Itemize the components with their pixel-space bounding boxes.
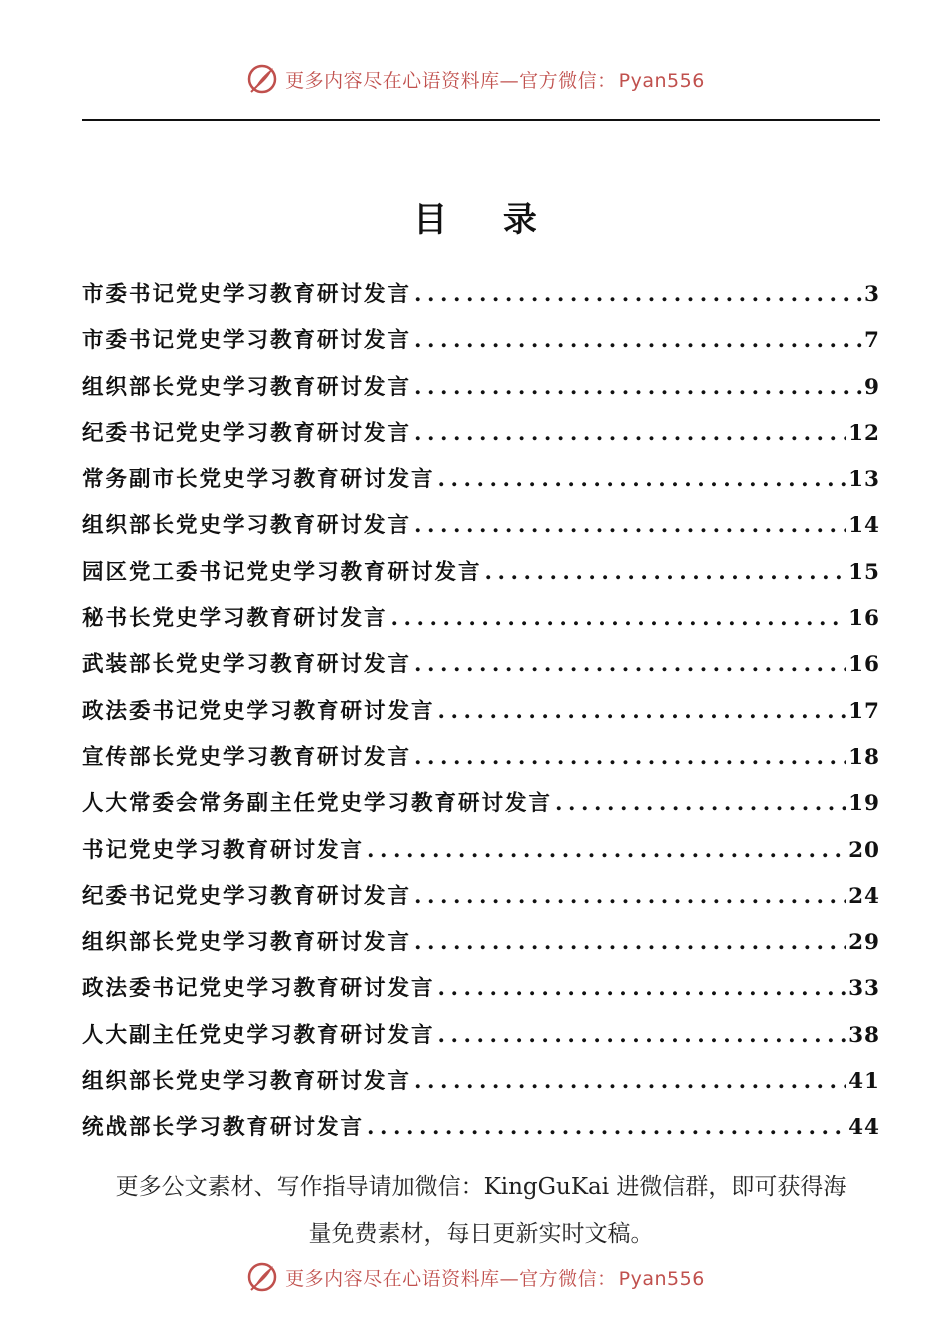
toc-entry[interactable] xyxy=(82,874,880,920)
toc-entry-label: 政法委书记党史学习教育研讨发言 xyxy=(82,698,435,724)
toc-entry[interactable] xyxy=(82,596,880,642)
toc-entry-page: 13 xyxy=(848,467,880,493)
toc-entry-page: 12 xyxy=(848,420,880,446)
toc-entry-page: 38 xyxy=(848,1022,880,1048)
toc-dot-leader xyxy=(388,596,847,642)
watermark-text: 更多内容尽在心语资料库—官方微信： Pyan556 xyxy=(285,1267,705,1290)
toc-entry-label: 市委书记党史学习教育研讨发言 xyxy=(82,282,412,307)
toc-entry[interactable] xyxy=(82,457,880,503)
feather-logo-icon xyxy=(245,62,279,96)
toc-entry-page: 17 xyxy=(848,698,880,724)
toc-entry-page: 44 xyxy=(848,1115,880,1141)
toc-dot-leader xyxy=(435,966,847,1012)
toc-entry-page: 20 xyxy=(848,837,880,863)
toc-entry-label: 纪委书记党史学习教育研讨发言 xyxy=(82,420,412,446)
footer-note-line-2: 量免费素材，每日更新实时文稿。 xyxy=(308,1221,654,1247)
toc-dot-leader xyxy=(435,689,847,735)
footer-watermark xyxy=(0,1260,950,1294)
toc-entry[interactable] xyxy=(82,828,880,874)
toc-dot-leader xyxy=(411,503,846,549)
toc-dot-leader xyxy=(482,550,847,596)
toc-entry-label: 统战部长学习教育研讨发言 xyxy=(82,1115,365,1141)
toc-entry[interactable] xyxy=(82,411,880,457)
toc-entry-page: 15 xyxy=(848,559,880,585)
toc-entry-page: 29 xyxy=(848,930,880,956)
toc-dot-leader xyxy=(411,920,846,966)
toc-entry[interactable] xyxy=(82,272,880,318)
toc-entry[interactable] xyxy=(82,781,880,827)
footer-note-line-1: 更多公文素材、写作指导请加微信：KingGuKai 进微信群，即可获得海 xyxy=(115,1174,847,1200)
toc-entry[interactable] xyxy=(82,1105,880,1151)
footer-note xyxy=(82,1164,880,1258)
toc-entry[interactable] xyxy=(82,318,880,364)
toc-dot-leader xyxy=(552,781,846,827)
toc-entry-label: 书记党史学习教育研讨发言 xyxy=(82,837,365,863)
toc-entry-page: 24 xyxy=(848,883,880,909)
toc-entry[interactable] xyxy=(82,735,880,781)
toc-dot-leader xyxy=(411,411,846,457)
toc-entry-page: 16 xyxy=(848,652,880,678)
toc-entry-page: 41 xyxy=(848,1069,880,1095)
toc-entry[interactable] xyxy=(82,503,880,549)
watermark-text: 更多内容尽在心语资料库—官方微信： Pyan556 xyxy=(285,69,705,92)
toc-dot-leader xyxy=(411,318,862,364)
toc-entry-label: 市委书记党史学习教育研讨发言 xyxy=(82,328,412,354)
toc-entry[interactable] xyxy=(82,966,880,1012)
toc-entry-label: 组织部长党史学习教育研讨发言 xyxy=(82,930,412,956)
toc-dot-leader xyxy=(364,828,846,874)
toc-entry-page: 33 xyxy=(848,976,880,1002)
toc-entry[interactable] xyxy=(82,550,880,596)
toc-entry[interactable] xyxy=(82,920,880,966)
toc-dot-leader xyxy=(364,1105,846,1151)
toc-dot-leader xyxy=(411,272,862,318)
toc-entry-label: 常务副市长党史学习教育研讨发言 xyxy=(82,467,435,493)
toc-entry-label: 武装部长党史学习教育研讨发言 xyxy=(82,652,412,678)
toc-entry-page: 7 xyxy=(864,328,880,354)
toc-entry-label: 政法委书记党史学习教育研讨发言 xyxy=(82,976,435,1002)
toc-dot-leader xyxy=(411,735,846,781)
toc-entry[interactable] xyxy=(82,365,880,411)
table-of-contents xyxy=(82,272,880,1152)
toc-entry-label: 人大常委会常务副主任党史学习教育研讨发言 xyxy=(82,791,553,817)
toc-entry-label: 组织部长党史学习教育研讨发言 xyxy=(82,374,412,400)
toc-entry[interactable] xyxy=(82,689,880,735)
toc-entry-page: 18 xyxy=(848,744,880,770)
toc-dot-leader xyxy=(411,642,846,688)
toc-entry-page: 3 xyxy=(864,282,880,307)
toc-dot-leader xyxy=(411,365,862,411)
toc-entry-label: 园区党工委书记党史学习教育研讨发言 xyxy=(82,559,482,585)
header-rule xyxy=(82,119,880,121)
toc-entry-label: 纪委书记党史学习教育研讨发言 xyxy=(82,883,412,909)
toc-entry-page: 19 xyxy=(848,791,880,817)
page-title: 目 录 xyxy=(413,200,559,240)
feather-logo-icon xyxy=(245,1260,279,1294)
toc-entry[interactable] xyxy=(82,1013,880,1059)
toc-entry-page: 9 xyxy=(864,374,880,400)
toc-dot-leader xyxy=(435,457,847,503)
toc-dot-leader xyxy=(411,1059,846,1105)
toc-entry[interactable] xyxy=(82,642,880,688)
toc-entry-page: 16 xyxy=(848,606,880,632)
toc-entry-label: 人大副主任党史学习教育研讨发言 xyxy=(82,1022,435,1048)
toc-entry-label: 组织部长党史学习教育研讨发言 xyxy=(82,1069,412,1095)
toc-entry-page: 14 xyxy=(848,513,880,539)
toc-entry[interactable] xyxy=(82,1059,880,1105)
toc-dot-leader xyxy=(411,874,846,920)
toc-entry-label: 组织部长党史学习教育研讨发言 xyxy=(82,513,412,539)
header-watermark xyxy=(0,62,950,96)
toc-entry-label: 宣传部长党史学习教育研讨发言 xyxy=(82,744,412,770)
toc-dot-leader xyxy=(435,1013,847,1059)
toc-entry-label: 秘书长党史学习教育研讨发言 xyxy=(82,606,388,632)
